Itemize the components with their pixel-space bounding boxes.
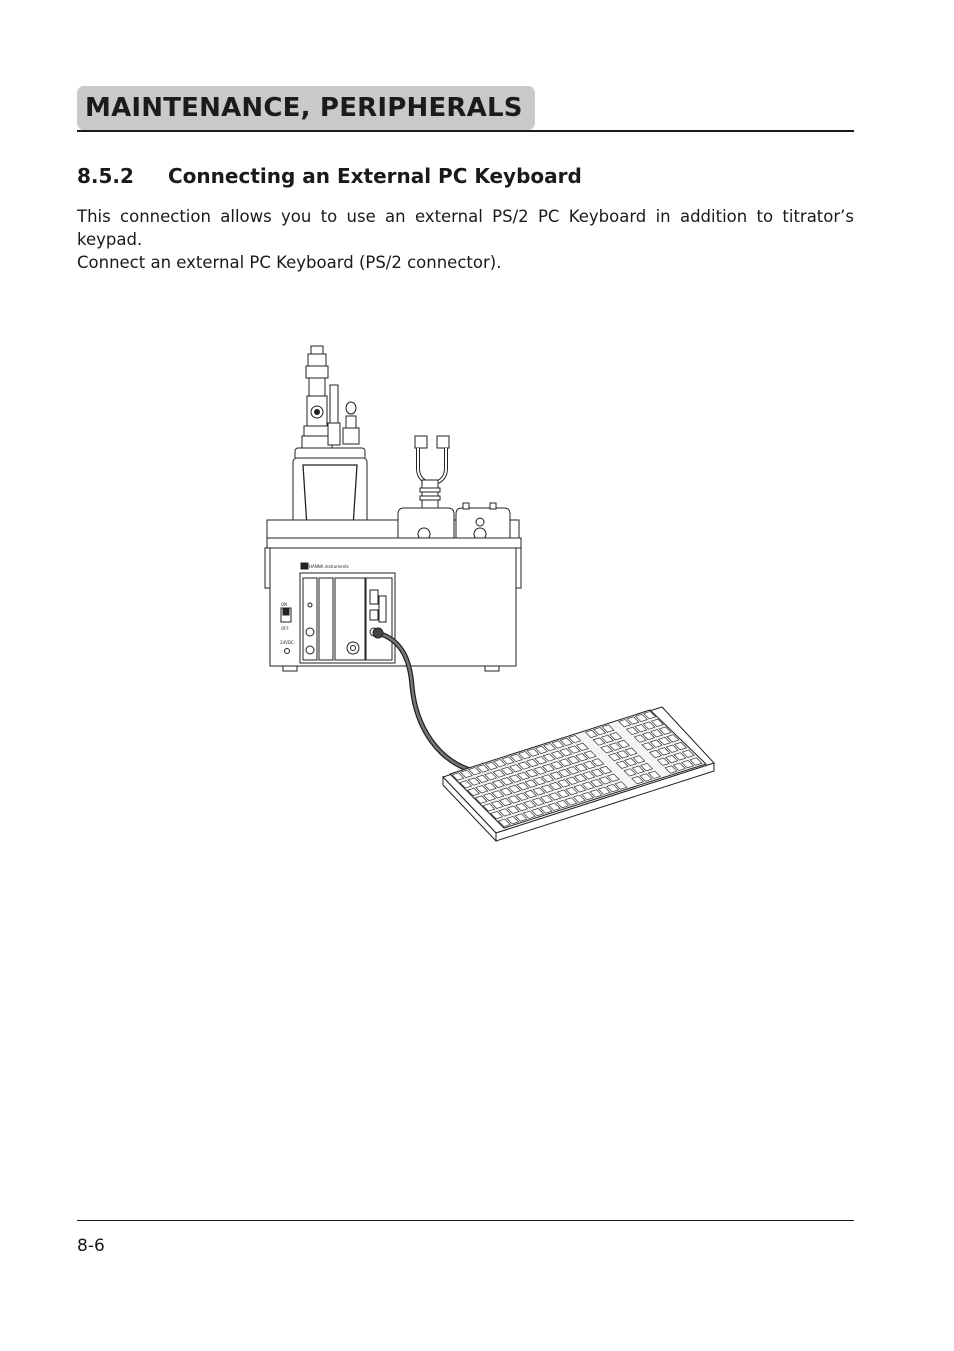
- section-number: 8.5.2: [77, 164, 134, 188]
- electrode-assembly: [293, 346, 367, 540]
- footer-divider: [77, 1220, 854, 1221]
- figure-brand-label: HANNA instruments: [309, 564, 349, 569]
- keyboard-connection-figure: [260, 340, 720, 845]
- keyboard: [443, 707, 714, 841]
- tube-fitting: [415, 436, 449, 510]
- intro-paragraph: This connection allows you to use an external PS/2 PC Keyboard in addition to titrator’s keypad.: [77, 207, 854, 249]
- power-label: 24VDC: [280, 640, 294, 645]
- chapter-title: MAINTENANCE, PERIPHERALS: [77, 86, 535, 130]
- instruction-paragraph: Connect an external PC Keyboard (PS/2 connector).: [77, 253, 502, 272]
- switch-off-label: OFF: [281, 626, 289, 631]
- section-heading: [77, 164, 582, 188]
- header-divider: [77, 130, 854, 132]
- titrator-body: [265, 538, 521, 671]
- switch-on-label: ON: [281, 602, 288, 607]
- section-title: Connecting an External PC Keyboard: [168, 164, 582, 188]
- page-number: 8-6: [77, 1236, 105, 1256]
